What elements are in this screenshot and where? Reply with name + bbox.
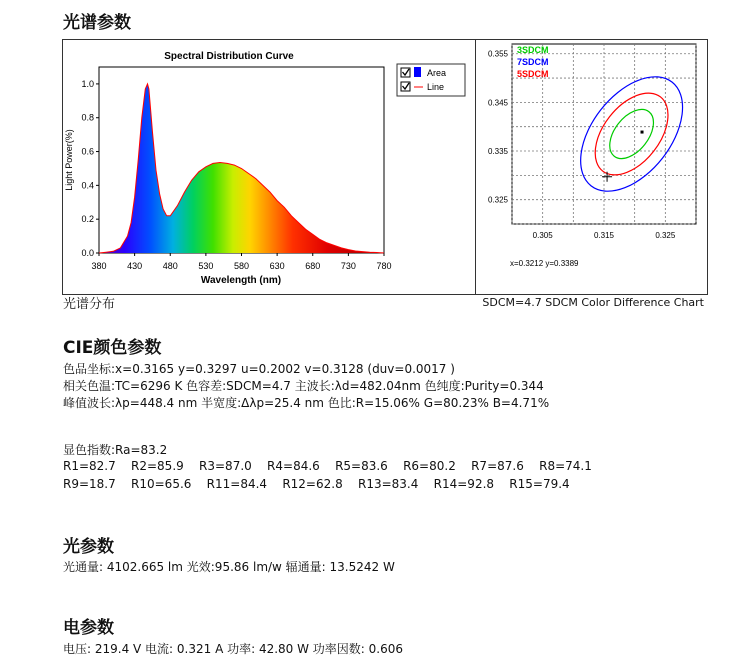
coordinate-readout: x=0.3212 y=0.3389 xyxy=(510,259,579,268)
cie-cct-line: 相关色温:TC=6296 K 色容差:SDCM=4.7 主波长:λd=482.04nm 色纯度:Purity=0.344 xyxy=(63,379,544,393)
photometric-heading: 光参数 xyxy=(63,537,114,557)
legend-area-swatch xyxy=(414,67,421,77)
photometric-line: 光通量: 4102.665 lm 光效:95.86 lm/w 辐通量: 13.5242 W xyxy=(63,560,395,574)
sdcm-legend-label: 7SDCM xyxy=(517,57,549,67)
cri-value: R7=87.6 xyxy=(471,459,524,473)
x-tick-label: 730 xyxy=(340,261,356,271)
cri-ra: 显色指数:Ra=83.2 xyxy=(63,443,168,457)
x-tick-label: 430 xyxy=(127,261,143,271)
spectrum-caption: 光谱分布 xyxy=(63,297,116,312)
cri-value: R1=82.7 xyxy=(63,459,116,473)
y-tick-label: 0.4 xyxy=(81,180,94,191)
legend xyxy=(397,64,465,96)
electrical-heading: 电参数 xyxy=(63,618,114,638)
cri-value: R14=92.8 xyxy=(433,477,495,491)
x-axis-label: Wavelength (nm) xyxy=(200,275,282,286)
spectrum-heading: 光谱参数 xyxy=(63,13,131,33)
cri-value: R9=18.7 xyxy=(63,477,116,491)
cri-row-2 xyxy=(63,477,570,491)
cri-row-1 xyxy=(63,459,592,473)
y-tick-label: 0.6 xyxy=(81,146,94,157)
cri-value: R6=80.2 xyxy=(403,459,456,473)
sdcm-y-tick-label: 0.355 xyxy=(487,49,508,59)
cri-value: R15=79.4 xyxy=(509,477,570,491)
y-tick-label: 0.0 xyxy=(81,248,94,258)
measured-point xyxy=(641,131,644,134)
x-tick-label: 680 xyxy=(305,261,321,271)
sdcm-legend-label: 3SDCM xyxy=(517,45,549,55)
sdcm-x-tick-label: 0.305 xyxy=(532,231,553,240)
x-tick-label: 780 xyxy=(376,261,392,271)
y-tick-label: 0.2 xyxy=(81,214,94,225)
legend-area-label: Area xyxy=(427,68,447,78)
cri-value: R4=84.6 xyxy=(267,459,320,473)
x-tick-label: 480 xyxy=(162,261,178,271)
legend-line-label: Line xyxy=(427,82,445,92)
sdcm-caption: SDCM=4.7 SDCM Color Difference Chart xyxy=(482,296,704,309)
spectral-distribution-chart xyxy=(63,40,447,294)
x-tick-label: 530 xyxy=(198,261,214,271)
cie-peak-line: 峰值波长:λp=448.4 nm 半宽度:Δλp=25.4 nm 色比:R=15.06% G=80.23% B=4.71% xyxy=(63,396,550,410)
x-tick-label: 630 xyxy=(269,261,285,271)
cri-value: R11=84.4 xyxy=(206,477,268,491)
sdcm-color-difference-chart xyxy=(477,40,707,294)
cri-value: R13=83.4 xyxy=(357,477,419,491)
x-tick-label: 380 xyxy=(91,261,107,271)
cri-value: R10=65.6 xyxy=(131,477,192,491)
y-tick-label: 1.0 xyxy=(81,78,94,89)
x-tick-label: 580 xyxy=(233,261,250,271)
electrical-line: 电压: 219.4 V 电流: 0.321 A 功率: 42.80 W 功率因数: 0.606 xyxy=(63,642,404,656)
sdcm-y-tick-label: 0.345 xyxy=(487,98,508,108)
cri-value: R12=62.8 xyxy=(282,477,343,491)
cri-value: R3=87.0 xyxy=(199,459,252,473)
sdcm-legend-label: 5SDCM xyxy=(517,69,549,79)
sdcm-y-tick-label: 0.335 xyxy=(487,147,508,157)
y-axis-label: Light Power(%) xyxy=(64,129,74,191)
cri-value: R8=74.1 xyxy=(539,459,592,473)
chart-title: Spectral Distribution Curve xyxy=(164,51,294,62)
sdcm-x-tick-label: 0.325 xyxy=(655,231,676,240)
sdcm-x-tick-label: 0.315 xyxy=(593,231,615,240)
cie-chromaticity-line: 色品坐标:x=0.3165 y=0.3297 u=0.2002 v=0.3128 (duv=0.0017 ) xyxy=(63,362,455,376)
cri-value: R2=85.9 xyxy=(131,459,184,473)
cri-value: R5=83.6 xyxy=(335,459,388,473)
sdcm-y-tick-label: 0.325 xyxy=(487,195,508,205)
y-tick-label: 0.8 xyxy=(81,112,94,123)
cie-heading: CIE颜色参数 xyxy=(63,338,162,358)
